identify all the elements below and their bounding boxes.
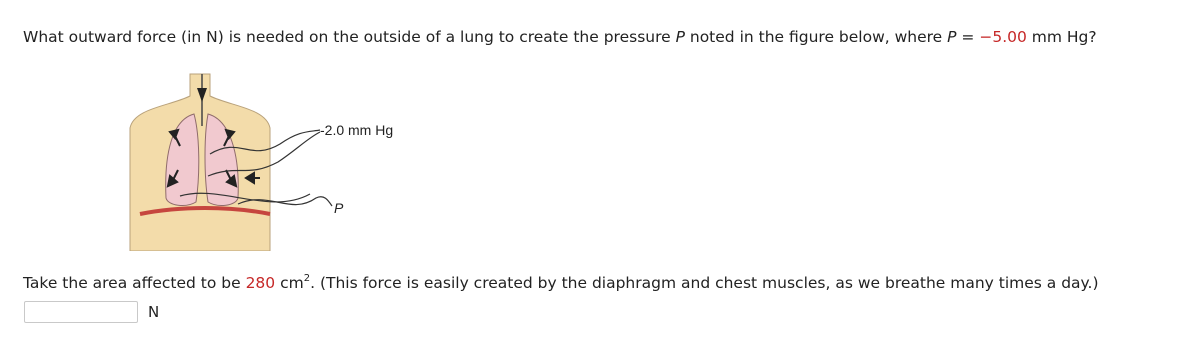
p-label: P [334,200,344,216]
area-text-part: . (This force is easily created by the diaphragm and chest muscles, as we breathe many times a day.) [310,274,1099,292]
area-text-part: Take the area affected to be [23,274,246,292]
area-unit-exponent: 2 [303,273,311,284]
pressure-value: −5.00 [979,28,1027,46]
lung-illustration [120,66,440,251]
pressure-symbol: P [675,28,685,46]
pressure-symbol: P [947,28,957,46]
answer-input[interactable] [24,301,138,323]
area-value: 280 [245,274,276,292]
lung-figure [120,66,440,251]
question-text-part: What outward force (in N) is needed on the outside of a lung to create the pressure [23,28,676,46]
area-unit: cm [275,274,304,292]
equals-sign: = [956,28,980,46]
answer-unit: N [148,303,160,321]
answer-row [24,301,159,323]
question-text-part: mm Hg? [1026,28,1097,46]
area-text [23,274,1099,292]
pressure-label: -2.0 mm Hg [320,122,394,138]
torso-shape [130,74,270,251]
question-text [23,28,1097,46]
question-text-part: noted in the figure below, where [684,28,948,46]
